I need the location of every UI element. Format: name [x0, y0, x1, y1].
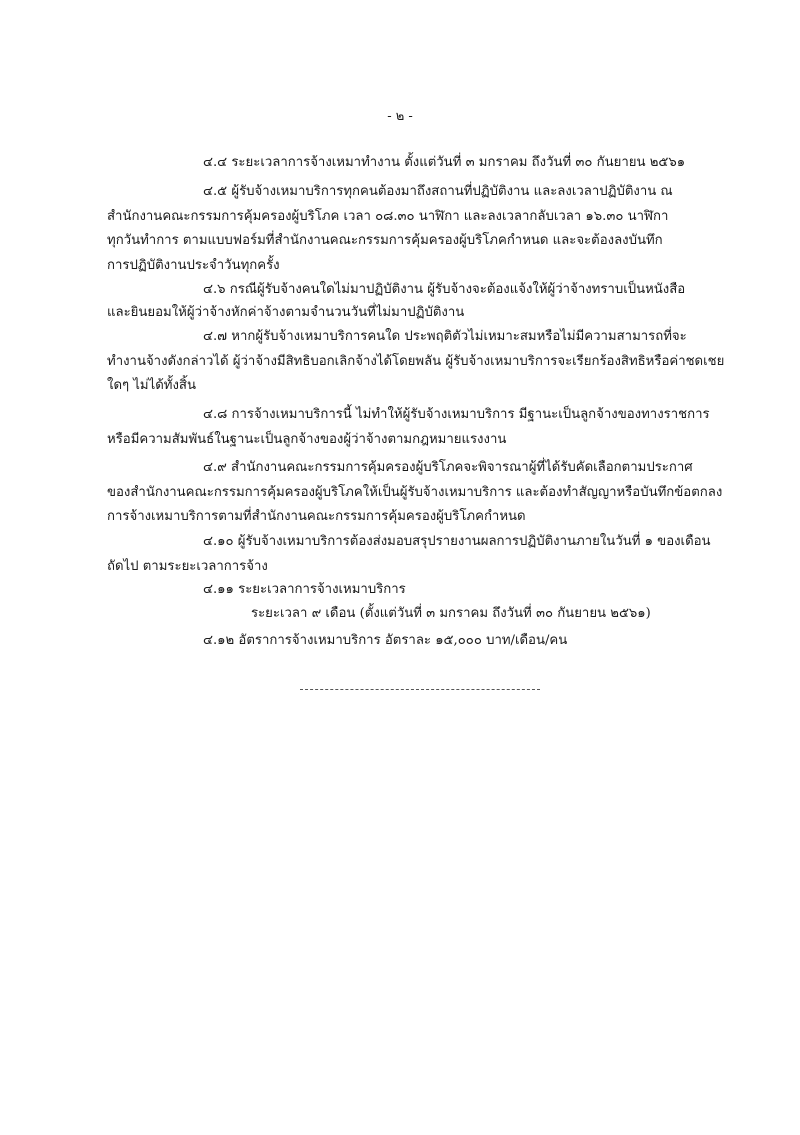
clause-4-11: ๔.๑๑ ระยะเวลาการจ้างเหมาบริการ: [203, 582, 406, 597]
clause-4-8: ๔.๘ การจ้างเหมาบริการนี้ ไม่ทำให้ผู้รับจ้างเหมาบริการ มีฐานะเป็นลูกจ้างของทางราชการ: [203, 407, 710, 422]
clause-4-5: ๔.๕ ผู้รับจ้างเหมาบริการทุกคนต้องมาถึงสถานที่ปฏิบัติงาน และลงเวลาปฏิบัติงาน ณ: [203, 184, 673, 199]
dashed-separator: [300, 689, 540, 690]
clause-4-12: ๔.๑๒ อัตราการจ้างเหมาบริการ อัตราละ ๑๕,๐๐๐ บาท/เดือน/คน: [203, 633, 568, 648]
clause-4-4: ๔.๔ ระยะเวลาการจ้างเหมาทำงาน ตั้งแต่วันที่ ๓ มกราคม ถึงวันที่ ๓๐ กันยายน ๒๕๖๑: [203, 155, 686, 170]
clause-4-7-line-3: ใดๆ ไม่ได้ทั้งสิ้น: [107, 378, 196, 393]
clause-4-9: ๔.๙ สำนักงานคณะกรรมการคุ้มครองผู้บริโภคจะพิจารณาผู้ที่ได้รับคัดเลือกตามประกาศ: [203, 460, 693, 475]
clause-4-10-line-2: ถัดไป ตามระยะเวลาการจ้าง: [107, 559, 268, 574]
clause-4-5-line-4: การปฏิบัติงานประจำวันทุกครั้ง: [107, 258, 280, 273]
clause-4-9-line-3: การจ้างเหมาบริการตามที่สำนักงานคณะกรรมการคุ้มครองผู้บริโภคกำหนด: [107, 509, 526, 524]
clause-4-9-line-2: ของสำนักงานคณะกรรมการคุ้มครองผู้บริโภคให้เป็นผู้รับจ้างเหมาบริการ และต้องทำสัญญาหรือบันทึกข้อตกลง: [107, 485, 723, 500]
clause-4-5-line-2: สำนักงานคณะกรรมการคุ้มครองผู้บริโภค เวลา ๐๘.๓๐ นาฬิกา และลงเวลากลับเวลา ๑๖.๓๐ นาฬิกา: [107, 209, 669, 224]
clause-4-7-line-2: ทำงานจ้างดังกล่าวได้ ผู้ว่าจ้างมีสิทธิบอกเลิกจ้างได้โดยพลัน ผู้รับจ้างเหมาบริการจะเรียกร้องสิทธิหรือค่าชดเชย: [107, 354, 725, 369]
clause-4-7: ๔.๗ หากผู้รับจ้างเหมาบริการคนใด ประพฤติตัวไม่เหมาะสมหรือไม่มีความสามารถที่จะ: [203, 329, 687, 344]
clause-4-6: ๔.๖ กรณีผู้รับจ้างคนใดไม่มาปฏิบัติงาน ผู้รับจ้างจะต้องแจ้งให้ผู้ว่าจ้างทราบเป็นหนังสือ: [203, 282, 686, 297]
page-number: - ๒ -: [387, 109, 413, 124]
clause-4-6-line-2: และยินยอมให้ผู้ว่าจ้างหักค่าจ้างตามจำนวนวันที่ไม่มาปฏิบัติงาน: [107, 305, 465, 320]
clause-4-8-line-2: หรือมีความสัมพันธ์ในฐานะเป็นลูกจ้างของผู้ว่าจ้างตามกฎหมายแรงงาน: [107, 432, 507, 447]
clause-4-10: ๔.๑๐ ผู้รับจ้างเหมาบริการต้องส่งมอบสรุปรายงานผลการปฏิบัติงานภายในวันที่ ๑ ของเดือน: [203, 534, 711, 549]
clause-4-5-line-3: ทุกวันทำการ ตามแบบฟอร์มที่สำนักงานคณะกรรมการคุ้มครองผู้บริโภคกำหนด และจะต้องลงบันทึก: [107, 233, 663, 248]
clause-4-11-line-2: ระยะเวลา ๙ เดือน (ตั้งแต่วันที่ ๓ มกราคม ถึงวันที่ ๓๐ กันยายน ๒๕๖๑): [251, 606, 651, 621]
